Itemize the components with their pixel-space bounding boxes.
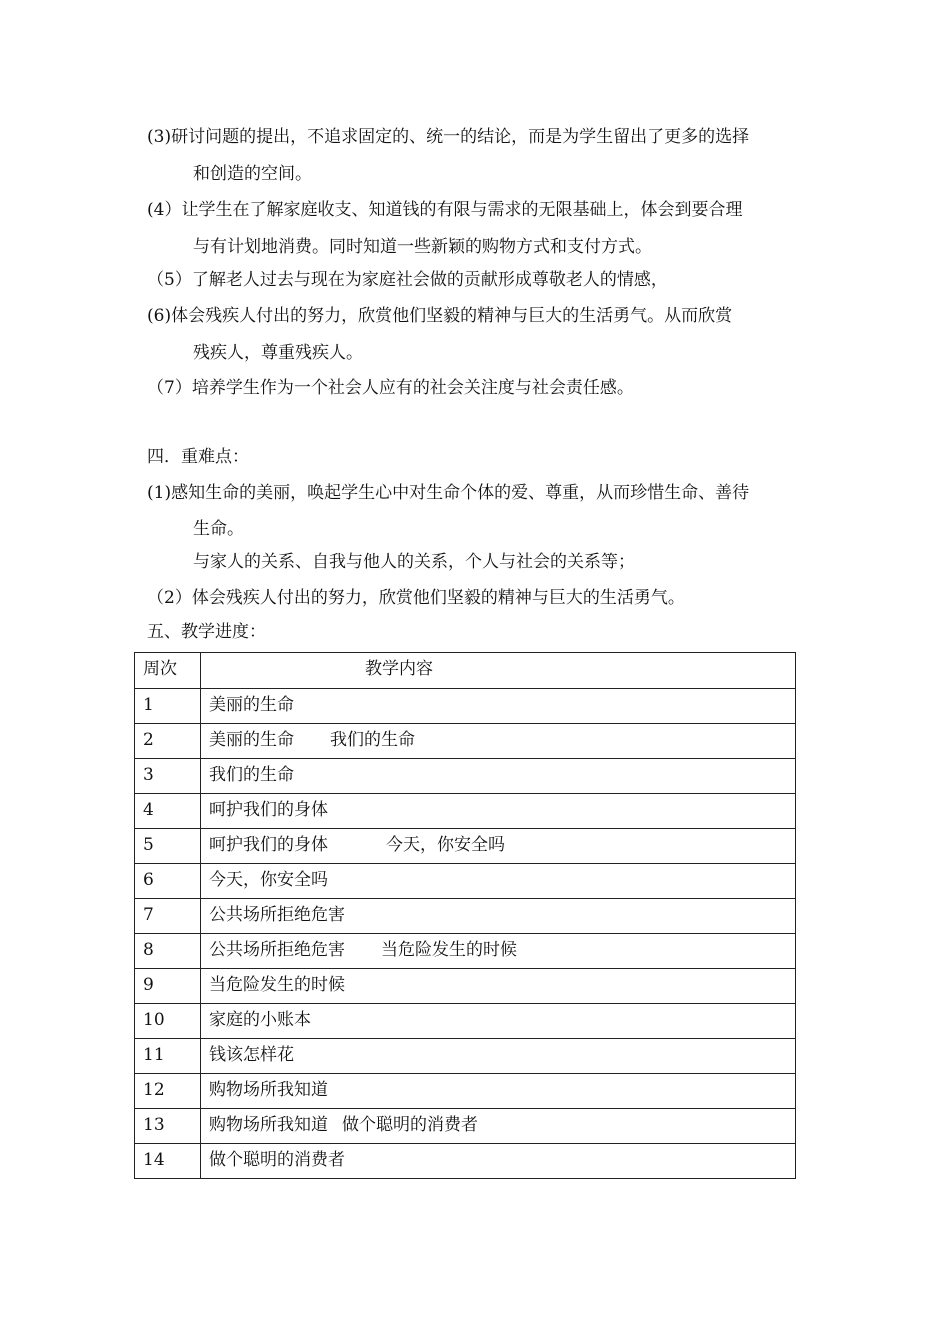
schedule-row xyxy=(135,1144,796,1179)
section4-heading: 四．重难点： xyxy=(147,447,249,467)
row-week: 2 xyxy=(135,724,201,759)
row-week: 11 xyxy=(135,1039,201,1074)
lesson-title: 做个聪明的消费者 xyxy=(209,1150,345,1170)
header-content: 教学内容 xyxy=(201,653,796,689)
row-content xyxy=(201,1109,796,1144)
row-week: 9 xyxy=(135,969,201,1004)
header-week: 周次 xyxy=(135,653,201,689)
row-week: 13 xyxy=(135,1109,201,1144)
schedule-row xyxy=(135,934,796,969)
lesson-title: 购物场所我知道 xyxy=(209,1115,328,1135)
row-week: 7 xyxy=(135,899,201,934)
lesson-title-second: 做个聪明的消费者 xyxy=(342,1115,478,1135)
row-content xyxy=(201,1074,796,1109)
schedule-row xyxy=(135,689,796,724)
lesson-title: 钱该怎样花 xyxy=(209,1045,294,1065)
lesson-title: 美丽的生命 xyxy=(209,730,294,750)
schedule-row xyxy=(135,1074,796,1109)
lesson-title: 今天，你安全吗 xyxy=(209,870,328,890)
objective-4-line1: (4）让学生在了解家庭收支、知道钱的有限与需求的无限基础上，体会到要合理 xyxy=(147,200,743,220)
section4-item2: （2）体会残疾人付出的努力，欣赏他们坚毅的精神与巨大的生活勇气。 xyxy=(147,588,685,608)
row-content xyxy=(201,969,796,1004)
schedule-row xyxy=(135,899,796,934)
row-content xyxy=(201,759,796,794)
objective-3-line1: (3)研讨问题的提出，不追求固定的、统一的结论，而是为学生留出了更多的选择 xyxy=(147,127,750,147)
row-content xyxy=(201,934,796,969)
row-content xyxy=(201,794,796,829)
row-week: 6 xyxy=(135,864,201,899)
row-week: 8 xyxy=(135,934,201,969)
lesson-title-second: 我们的生命 xyxy=(330,730,415,750)
section4-item1-line3: 与家人的关系、自我与他人的关系，个人与社会的关系等； xyxy=(193,552,635,572)
section4-item1-line2: 生命。 xyxy=(193,519,244,539)
lesson-title: 家庭的小账本 xyxy=(209,1010,311,1030)
lesson-title: 呵护我们的身体 xyxy=(209,800,328,820)
row-content xyxy=(201,689,796,724)
lesson-title: 呵护我们的身体 xyxy=(209,835,328,855)
schedule-header-row xyxy=(135,653,796,689)
schedule-row xyxy=(135,969,796,1004)
objective-6-line2: 残疾人，尊重残疾人。 xyxy=(193,343,363,363)
row-week: 12 xyxy=(135,1074,201,1109)
schedule-table xyxy=(134,652,796,1179)
row-week: 3 xyxy=(135,759,201,794)
row-content xyxy=(201,1004,796,1039)
schedule-row xyxy=(135,864,796,899)
objective-5: （5）了解老人过去与现在为家庭社会做的贡献形成尊敬老人的情感， xyxy=(147,270,668,290)
row-week: 4 xyxy=(135,794,201,829)
row-content xyxy=(201,829,796,864)
row-week: 14 xyxy=(135,1144,201,1179)
schedule-row xyxy=(135,1039,796,1074)
row-content xyxy=(201,899,796,934)
section4-item1-line1: (1)感知生命的美丽，唤起学生心中对生命个体的爱、尊重，从而珍惜生命、善待 xyxy=(147,483,750,503)
lesson-title: 公共场所拒绝危害 xyxy=(209,905,345,925)
lesson-title: 我们的生命 xyxy=(209,765,294,785)
objective-6-line1: (6)体会残疾人付出的努力，欣赏他们坚毅的精神与巨大的生活勇气。从而欣赏 xyxy=(147,306,733,326)
section5-heading: 五、教学进度： xyxy=(147,622,266,642)
row-content xyxy=(201,1039,796,1074)
schedule-row xyxy=(135,794,796,829)
row-week: 1 xyxy=(135,689,201,724)
schedule-row xyxy=(135,1109,796,1144)
lesson-title: 当危险发生的时候 xyxy=(209,975,345,995)
schedule-row xyxy=(135,724,796,759)
row-week: 5 xyxy=(135,829,201,864)
row-week: 10 xyxy=(135,1004,201,1039)
objective-3-line2: 和创造的空间。 xyxy=(193,164,312,184)
schedule-row xyxy=(135,829,796,864)
row-content xyxy=(201,724,796,759)
row-content xyxy=(201,1144,796,1179)
lesson-title: 美丽的生命 xyxy=(209,695,294,715)
objective-4-line2: 与有计划地消费。同时知道一些新颖的购物方式和支付方式。 xyxy=(193,237,652,257)
lesson-title-second: 今天，你安全吗 xyxy=(386,835,505,855)
schedule-row xyxy=(135,759,796,794)
objective-7: （7）培养学生作为一个社会人应有的社会关注度与社会责任感。 xyxy=(147,378,634,398)
row-content xyxy=(201,864,796,899)
lesson-title: 公共场所拒绝危害 xyxy=(209,940,345,960)
lesson-title-second: 当危险发生的时候 xyxy=(381,940,517,960)
lesson-title: 购物场所我知道 xyxy=(209,1080,328,1100)
schedule-row xyxy=(135,1004,796,1039)
